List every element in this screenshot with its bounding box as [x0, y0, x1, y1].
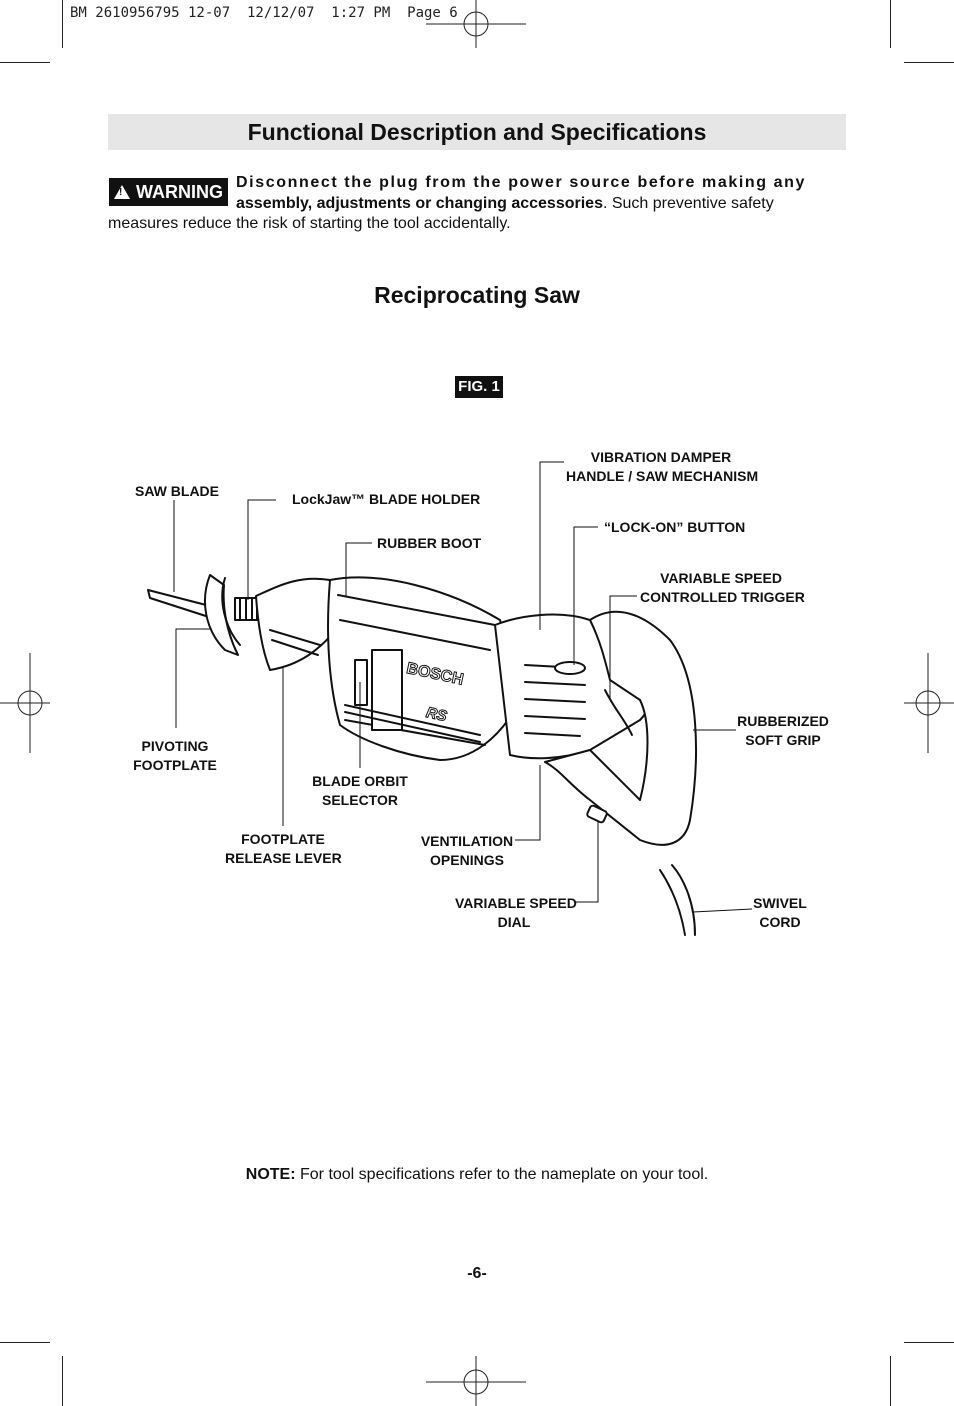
section-title: Functional Description and Specifications [247, 119, 707, 145]
callout-vent-line-2: OPENINGS [430, 852, 504, 868]
warning-lead: Disconnect the plug from the power source before making any [236, 174, 807, 191]
callout-release-line-1: FOOTPLATE [241, 831, 325, 847]
callout-ventilation-openings [420, 832, 514, 870]
callout-saw-blade: SAW BLADE [135, 483, 219, 499]
callout-rubberized-soft-grip [737, 712, 829, 750]
note-text: For tool specifications refer to the nameplate on your tool. [295, 1166, 709, 1183]
callout-footplate-line-1: PIVOTING [141, 738, 209, 754]
callout-vibration-damper [566, 448, 759, 486]
callout-trigger-line-1: VARIABLE SPEED [660, 570, 782, 586]
callout-lockjaw-blade-holder: LockJaw™ BLADE HOLDER [292, 491, 481, 507]
callout-vibration-line-1: VIBRATION DAMPER [590, 449, 732, 465]
brand-logo: BOSCH [404, 660, 465, 689]
callout-swivel-cord [750, 894, 810, 932]
callout-vibration-line-2: HANDLE / SAW MECHANISM [566, 468, 759, 484]
callout-vent-line-1: VENTILATION [420, 833, 514, 849]
callout-footplate-line-2: FOOTPLATE [133, 757, 217, 773]
callout-orbit-line-1: BLADE ORBIT [312, 773, 408, 789]
callout-variable-speed-trigger [640, 569, 805, 607]
warning-lead-2: assembly, adjustments or changing accessories [236, 194, 603, 212]
warning-rest-2: measures reduce the risk of starting the tool accidentally. [108, 215, 511, 232]
callout-lock-on-button: “LOCK-ON” BUTTON [604, 519, 746, 535]
note-label: NOTE: [245, 1166, 296, 1183]
warning-rest-1: . Such preventive safety [602, 194, 774, 212]
model-logo: RS [424, 704, 449, 726]
callout-cord-line-2: CORD [759, 914, 801, 930]
callout-variable-speed-dial [455, 894, 577, 932]
warning-badge-label: WARNING [136, 181, 223, 202]
callout-grip-line-1: RUBBERIZED [737, 713, 829, 729]
specifications-note [0, 1166, 954, 1184]
callout-grip-line-2: SOFT GRIP [745, 732, 821, 748]
callout-dial-line-1: VARIABLE SPEED [455, 895, 577, 911]
figure-title: Reciprocating Saw [374, 282, 580, 308]
callout-trigger-line-2: CONTROLLED TRIGGER [640, 589, 805, 605]
callout-orbit-line-2: SELECTOR [322, 792, 398, 808]
callout-cord-line-1: SWIVEL [753, 895, 807, 911]
callout-blade-orbit-selector [311, 772, 409, 810]
callout-release-line-2: RELEASE LEVER [225, 850, 342, 866]
callout-footplate-release-lever [225, 830, 341, 868]
warning-triangle-icon: ! [114, 185, 130, 199]
callout-pivoting-footplate [133, 737, 217, 775]
callout-rubber-boot: RUBBER BOOT [377, 535, 482, 551]
figure-label: FIG. 1 [455, 376, 503, 398]
callout-dial-line-2: DIAL [497, 914, 531, 930]
print-slug: BM 2610956795 12-07 12/12/07 1:27 PM Page 6 [70, 5, 458, 21]
page-number: -6- [467, 1265, 487, 1282]
